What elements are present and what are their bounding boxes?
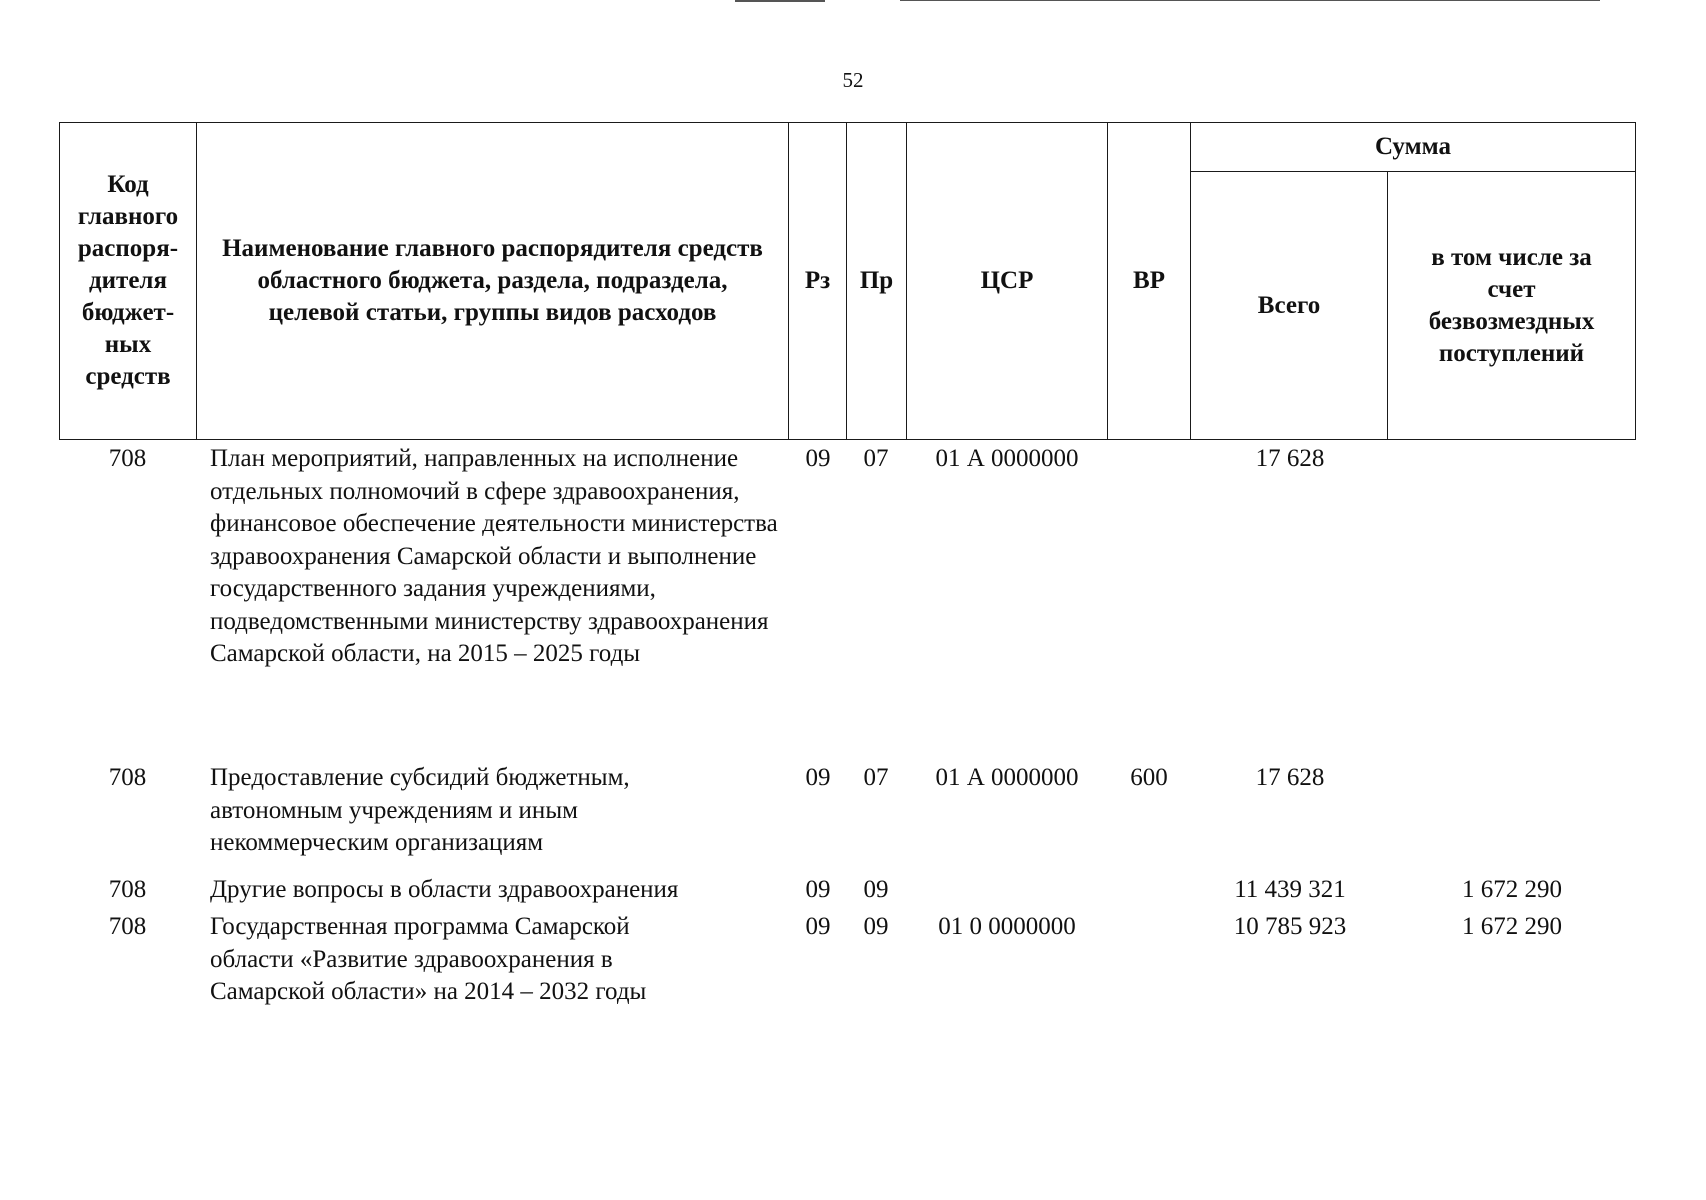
row-total: 17 628: [1255, 764, 1325, 791]
row-rz: 09: [805, 764, 831, 791]
row-csr: 01 А 0000000: [935, 445, 1079, 472]
row-rz: 09: [805, 445, 831, 472]
row-pr: 09: [863, 913, 889, 940]
row-code: 708: [108, 913, 147, 940]
row-name: План мероприятий, направленных на исполнение отдельных полномочий в сфере здравоохранения, финансовое обеспечение деятельности министерства здравоохранения Самарской области и выполнение государственного задания учреждениями, подведомственными министерству здравоохранения Самарской области, на 2015 – 2025 годы: [210, 445, 778, 667]
header-total: Всего: [1191, 172, 1388, 440]
header-pr: Пр: [847, 123, 907, 440]
header-sum: Сумма: [1191, 123, 1636, 172]
row-total: 11 439 321: [1234, 876, 1346, 903]
row-code: 708: [108, 764, 147, 791]
row-rz: 09: [805, 876, 831, 903]
header-vr: ВР: [1108, 123, 1191, 440]
top-rule-right: [900, 0, 1600, 1]
header-code: Код главного распоря-дителя бюджет-ных средств: [60, 123, 197, 440]
row-vr: 600: [1130, 764, 1168, 791]
row-pr: 07: [863, 445, 889, 472]
row-name: Государственная программа Самарской области «Развитие здравоохранения в Самарской области» на 2014 – 2032 годы: [210, 913, 647, 1005]
header-csr: ЦСР: [907, 123, 1108, 440]
row-free: 1 672 290: [1462, 876, 1562, 903]
top-rule-left: [735, 0, 825, 2]
row-pr: 09: [863, 876, 889, 903]
row-csr: 01 0 0000000: [938, 913, 1076, 940]
row-code: 708: [108, 876, 147, 903]
table-header: [59, 122, 1636, 440]
row-name: Другие вопросы в области здравоохранения: [210, 876, 679, 903]
header-name: Наименование главного распорядителя средств областного бюджета, раздела, подраздела, целевой статьи, группы видов расходов: [197, 123, 789, 440]
page-number: 52: [842, 68, 864, 92]
row-total: 10 785 923: [1233, 913, 1347, 940]
header-free: в том числе за счет безвозмездных поступлений: [1388, 172, 1636, 440]
row-pr: 07: [863, 764, 889, 791]
row-name: Предоставление субсидий бюджетным, автономным учреждениям и иным некоммерческим организациям: [210, 764, 630, 856]
row-rz: 09: [805, 913, 831, 940]
row-code: 708: [108, 445, 147, 472]
row-csr: 01 А 0000000: [935, 764, 1079, 791]
row-free: 1 672 290: [1462, 913, 1562, 940]
row-total: 17 628: [1255, 445, 1325, 472]
header-rz: Рз: [789, 123, 847, 440]
